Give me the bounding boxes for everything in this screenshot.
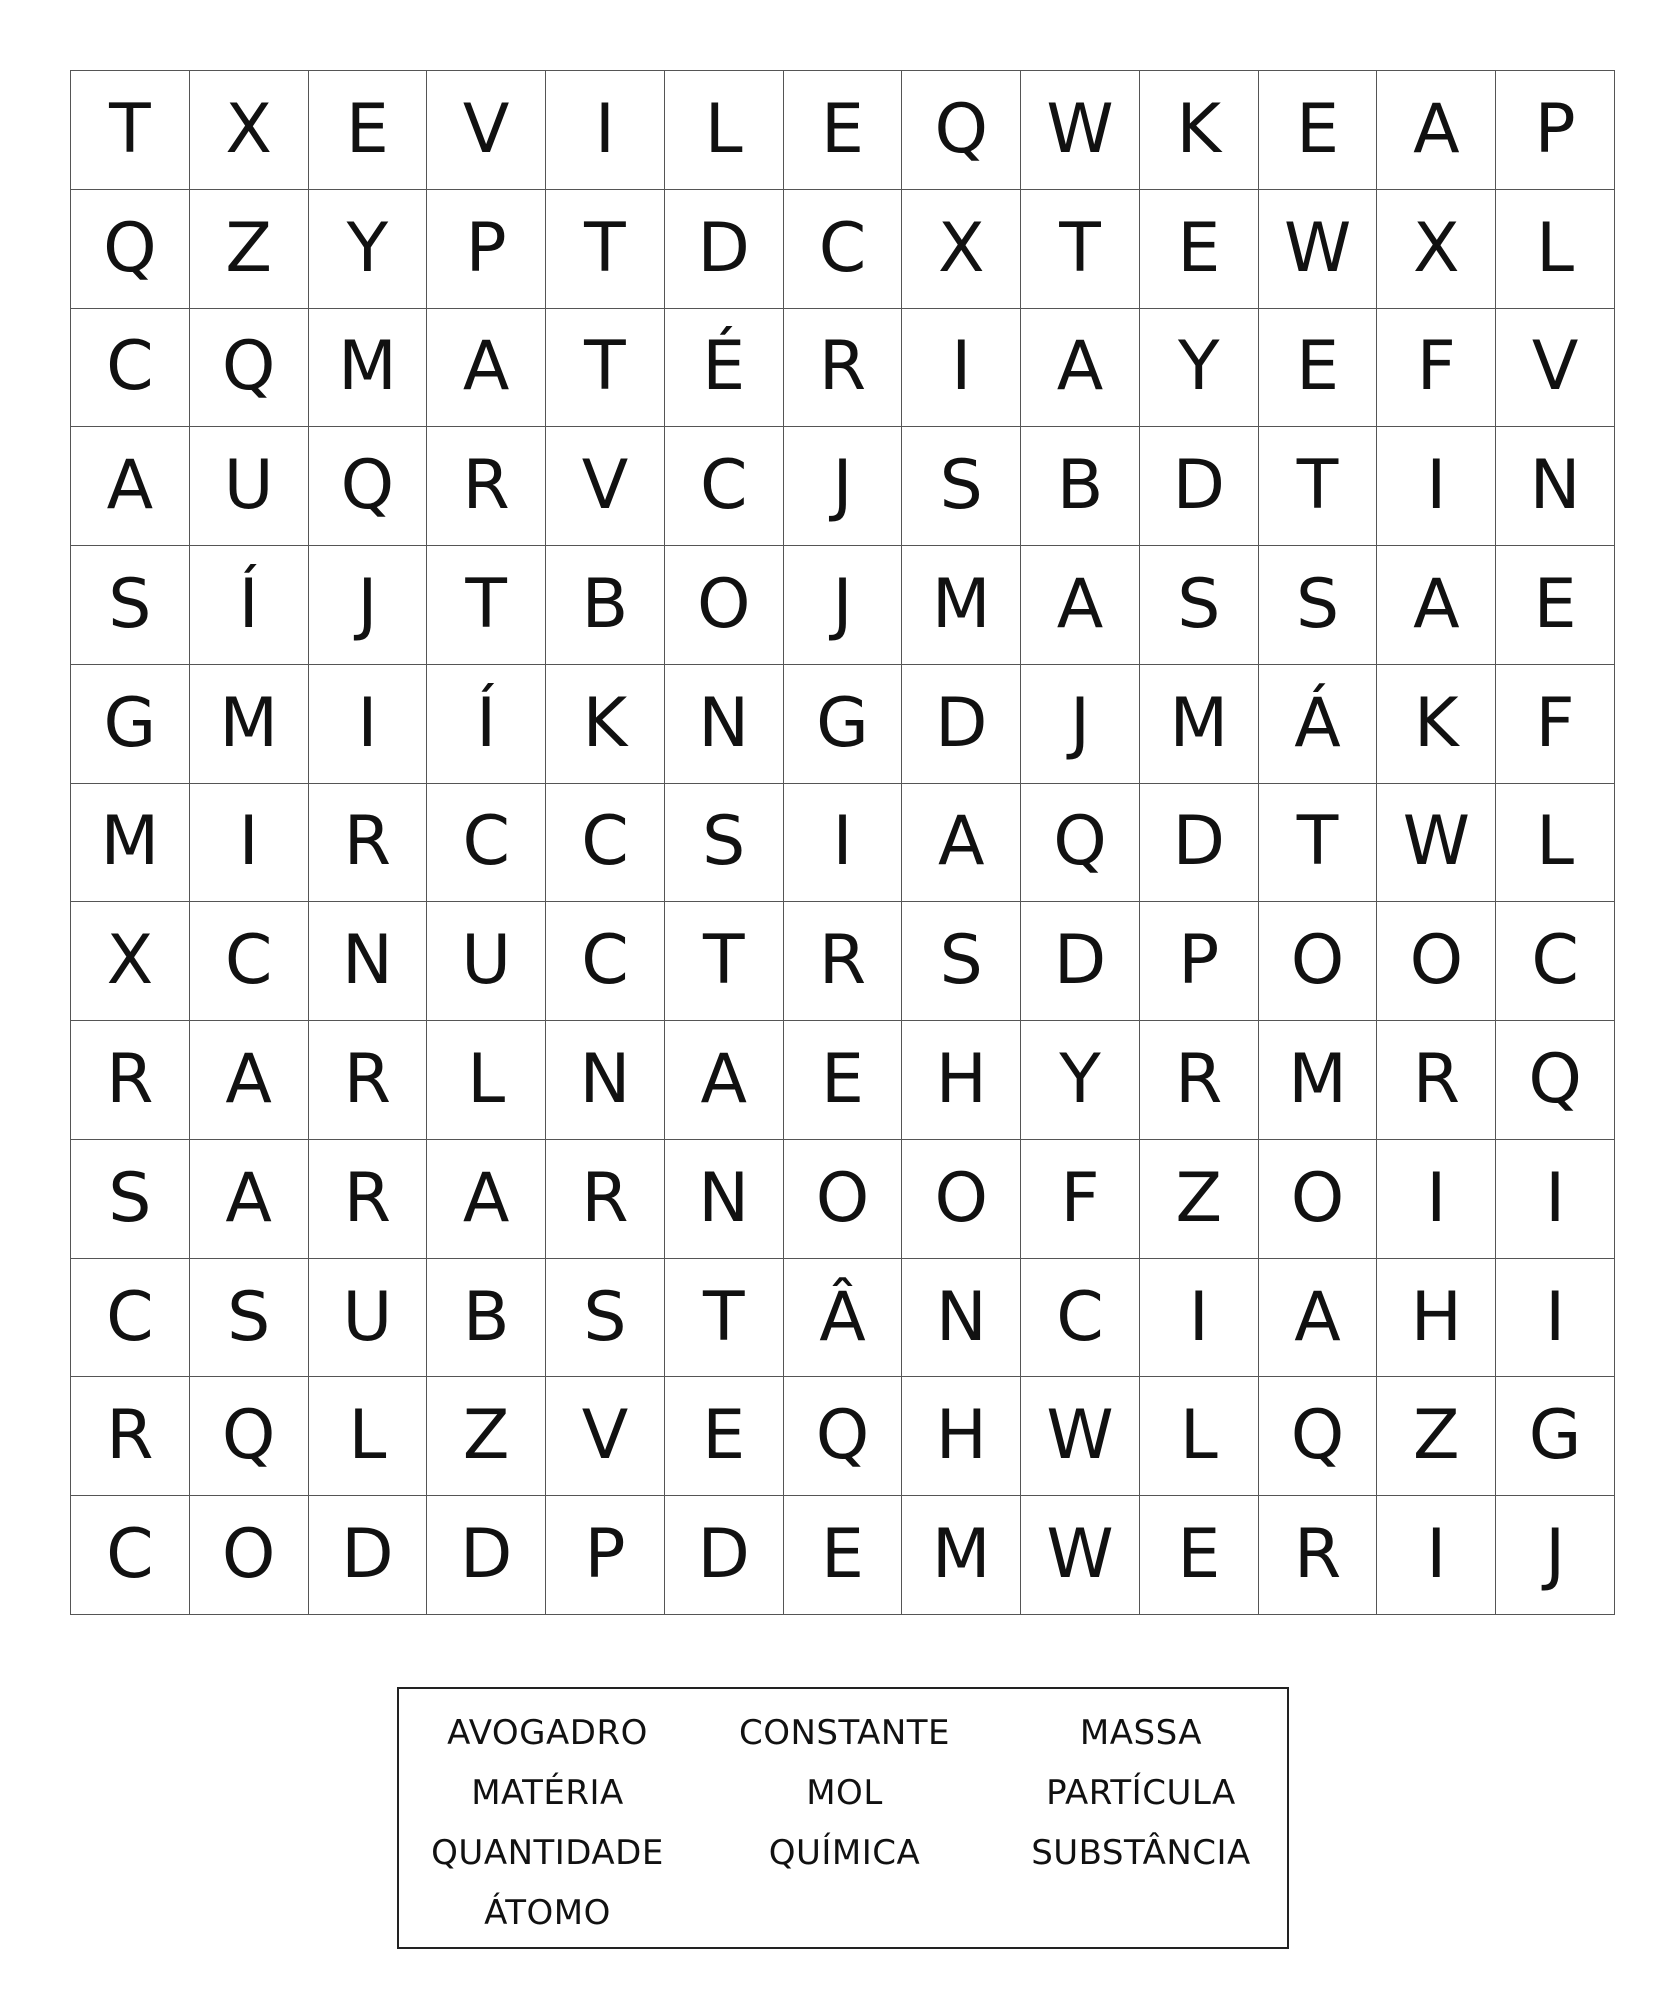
grid-cell[interactable]: M bbox=[902, 546, 1021, 665]
grid-cell[interactable]: E bbox=[784, 1496, 903, 1615]
grid-cell[interactable]: I bbox=[1140, 1259, 1259, 1378]
grid-cell[interactable]: G bbox=[784, 665, 903, 784]
grid-cell[interactable]: V bbox=[546, 427, 665, 546]
grid-cell[interactable]: C bbox=[1496, 902, 1615, 1021]
grid-cell[interactable]: T bbox=[1259, 427, 1378, 546]
grid-cell[interactable]: A bbox=[902, 784, 1021, 903]
grid-cell[interactable]: W bbox=[1021, 1377, 1140, 1496]
grid-cell[interactable]: I bbox=[1496, 1140, 1615, 1259]
grid-cell[interactable]: C bbox=[190, 902, 309, 1021]
grid-cell[interactable]: Q bbox=[190, 309, 309, 428]
grid-cell[interactable]: E bbox=[665, 1377, 784, 1496]
grid-cell[interactable]: S bbox=[1140, 546, 1259, 665]
grid-cell[interactable]: L bbox=[1140, 1377, 1259, 1496]
grid-cell[interactable]: O bbox=[665, 546, 784, 665]
grid-cell[interactable]: M bbox=[1140, 665, 1259, 784]
grid-cell[interactable]: X bbox=[190, 71, 309, 190]
grid-cell[interactable]: S bbox=[1259, 546, 1378, 665]
grid-cell[interactable]: E bbox=[309, 71, 428, 190]
word-list-item: AVOGADRO bbox=[447, 1713, 648, 1753]
grid-cell[interactable]: R bbox=[784, 902, 903, 1021]
grid-cell[interactable]: N bbox=[665, 665, 784, 784]
grid-cell[interactable]: B bbox=[427, 1259, 546, 1378]
word-list-item: MASSA bbox=[1079, 1713, 1203, 1753]
grid-cell[interactable]: G bbox=[1496, 1377, 1615, 1496]
grid-cell[interactable]: W bbox=[1259, 190, 1378, 309]
grid-cell[interactable]: P bbox=[427, 190, 546, 309]
grid-cell[interactable]: I bbox=[1377, 427, 1496, 546]
grid-cell[interactable]: R bbox=[309, 784, 428, 903]
grid-cell[interactable]: T bbox=[546, 309, 665, 428]
grid-cell[interactable]: Q bbox=[190, 1377, 309, 1496]
word-list-item: CONSTANTE bbox=[738, 1713, 951, 1753]
grid-cell[interactable]: M bbox=[902, 1496, 1021, 1615]
word-list-item: MATÉRIA bbox=[471, 1773, 624, 1813]
grid-cell[interactable]: S bbox=[665, 784, 784, 903]
grid-cell[interactable]: D bbox=[427, 1496, 546, 1615]
grid-cell[interactable]: L bbox=[665, 71, 784, 190]
grid-cell[interactable]: J bbox=[784, 427, 903, 546]
grid-cell[interactable]: O bbox=[902, 1140, 1021, 1259]
grid-cell[interactable]: I bbox=[1377, 1140, 1496, 1259]
word-list-item: QUÍMICA bbox=[768, 1833, 921, 1873]
grid-cell[interactable]: A bbox=[427, 309, 546, 428]
grid-cell[interactable]: G bbox=[71, 665, 190, 784]
grid-cell[interactable]: K bbox=[546, 665, 665, 784]
grid-cell[interactable]: D bbox=[1140, 784, 1259, 903]
grid-cell[interactable]: D bbox=[1021, 902, 1140, 1021]
grid-cell[interactable]: E bbox=[1140, 190, 1259, 309]
grid-cell[interactable]: O bbox=[1259, 902, 1378, 1021]
grid-cell[interactable]: Y bbox=[309, 190, 428, 309]
grid-cell[interactable]: V bbox=[546, 1377, 665, 1496]
word-list-item: PARTÍCULA bbox=[1046, 1773, 1236, 1813]
grid-cell[interactable]: J bbox=[309, 546, 428, 665]
grid-cell[interactable]: A bbox=[190, 1140, 309, 1259]
grid-cell[interactable]: Q bbox=[71, 190, 190, 309]
grid-cell[interactable]: I bbox=[546, 71, 665, 190]
grid-cell[interactable]: É bbox=[665, 309, 784, 428]
grid-cell[interactable]: L bbox=[1496, 784, 1615, 903]
grid-cell[interactable]: C bbox=[1021, 1259, 1140, 1378]
grid-cell[interactable]: C bbox=[546, 902, 665, 1021]
grid-cell[interactable]: D bbox=[1140, 427, 1259, 546]
grid-cell[interactable]: F bbox=[1377, 309, 1496, 428]
grid-cell[interactable]: Â bbox=[784, 1259, 903, 1378]
grid-cell[interactable]: E bbox=[1259, 309, 1378, 428]
grid-cell[interactable]: B bbox=[546, 546, 665, 665]
grid-cell[interactable]: V bbox=[427, 71, 546, 190]
grid-cell[interactable]: T bbox=[546, 190, 665, 309]
grid-cell[interactable]: O bbox=[190, 1496, 309, 1615]
grid-cell[interactable]: C bbox=[71, 1496, 190, 1615]
grid-cell[interactable]: W bbox=[1021, 1496, 1140, 1615]
grid-cell[interactable]: J bbox=[1021, 665, 1140, 784]
grid-cell[interactable]: F bbox=[1021, 1140, 1140, 1259]
grid-cell[interactable]: Z bbox=[1140, 1140, 1259, 1259]
grid-cell[interactable]: C bbox=[784, 190, 903, 309]
grid-cell[interactable]: I bbox=[902, 309, 1021, 428]
grid-cell[interactable]: Q bbox=[902, 71, 1021, 190]
grid-cell[interactable]: N bbox=[902, 1259, 1021, 1378]
grid-cell[interactable]: W bbox=[1377, 784, 1496, 903]
grid-cell[interactable]: L bbox=[1496, 190, 1615, 309]
grid-cell[interactable]: U bbox=[190, 427, 309, 546]
grid-cell[interactable]: T bbox=[1021, 190, 1140, 309]
grid-cell[interactable]: W bbox=[1021, 71, 1140, 190]
grid-cell[interactable]: R bbox=[1259, 1496, 1378, 1615]
grid-cell[interactable]: Y bbox=[1021, 1021, 1140, 1140]
grid-cell[interactable]: U bbox=[309, 1259, 428, 1378]
grid-cell[interactable]: E bbox=[784, 1021, 903, 1140]
grid-cell[interactable]: E bbox=[1496, 546, 1615, 665]
word-list bbox=[397, 1687, 1289, 1949]
grid-cell[interactable]: D bbox=[665, 1496, 784, 1615]
grid-cell[interactable]: V bbox=[1496, 309, 1615, 428]
grid-cell[interactable]: R bbox=[1140, 1021, 1259, 1140]
grid-cell[interactable]: S bbox=[902, 902, 1021, 1021]
grid-cell[interactable]: N bbox=[1496, 427, 1615, 546]
grid-cell[interactable]: C bbox=[546, 784, 665, 903]
grid-cell[interactable]: K bbox=[1377, 665, 1496, 784]
grid-cell[interactable]: A bbox=[1021, 546, 1140, 665]
grid-cell[interactable]: A bbox=[1377, 546, 1496, 665]
grid-cell[interactable]: N bbox=[546, 1021, 665, 1140]
grid-cell[interactable]: Q bbox=[1021, 784, 1140, 903]
grid-cell[interactable]: I bbox=[309, 665, 428, 784]
grid-cell[interactable]: O bbox=[1377, 902, 1496, 1021]
grid-cell[interactable]: P bbox=[1140, 902, 1259, 1021]
word-list-item: SUBSTÂNCIA bbox=[1031, 1833, 1251, 1873]
grid-cell[interactable]: O bbox=[1259, 1140, 1378, 1259]
grid-cell[interactable]: A bbox=[665, 1021, 784, 1140]
grid-cell[interactable]: H bbox=[902, 1377, 1021, 1496]
grid-cell[interactable]: E bbox=[784, 71, 903, 190]
grid-cell[interactable]: Z bbox=[1377, 1377, 1496, 1496]
grid-cell[interactable]: I bbox=[1377, 1496, 1496, 1615]
grid-cell[interactable]: X bbox=[1377, 190, 1496, 309]
grid-cell[interactable]: Q bbox=[784, 1377, 903, 1496]
grid-cell[interactable]: R bbox=[71, 1021, 190, 1140]
grid-cell[interactable]: C bbox=[427, 784, 546, 903]
grid-cell[interactable]: F bbox=[1496, 665, 1615, 784]
grid-cell[interactable]: M bbox=[309, 309, 428, 428]
grid-cell[interactable]: Á bbox=[1259, 665, 1378, 784]
grid-cell[interactable]: J bbox=[1496, 1496, 1615, 1615]
grid-cell[interactable]: S bbox=[546, 1259, 665, 1378]
grid-cell[interactable]: T bbox=[71, 71, 190, 190]
grid-cell[interactable]: M bbox=[190, 665, 309, 784]
grid-cell[interactable]: R bbox=[784, 309, 903, 428]
grid-cell[interactable]: R bbox=[427, 427, 546, 546]
grid-cell[interactable]: Í bbox=[427, 665, 546, 784]
grid-cell[interactable]: D bbox=[665, 190, 784, 309]
grid-cell[interactable]: R bbox=[309, 1140, 428, 1259]
letter-grid bbox=[70, 70, 1615, 1615]
grid-cell[interactable]: Q bbox=[1496, 1021, 1615, 1140]
grid-cell[interactable]: P bbox=[1496, 71, 1615, 190]
grid-cell[interactable]: U bbox=[427, 902, 546, 1021]
grid-cell[interactable]: Q bbox=[1259, 1377, 1378, 1496]
grid-cell[interactable]: A bbox=[427, 1140, 546, 1259]
word-list-item: QUANTIDADE bbox=[431, 1833, 664, 1873]
grid-cell[interactable]: T bbox=[665, 902, 784, 1021]
grid-cell[interactable]: S bbox=[190, 1259, 309, 1378]
grid-cell[interactable]: I bbox=[1496, 1259, 1615, 1378]
grid-cell[interactable]: T bbox=[1259, 784, 1378, 903]
grid-cell[interactable]: M bbox=[71, 784, 190, 903]
grid-cell[interactable]: N bbox=[665, 1140, 784, 1259]
word-list-item: ÁTOMO bbox=[484, 1893, 611, 1933]
grid-cell[interactable]: P bbox=[546, 1496, 665, 1615]
grid-cell[interactable]: X bbox=[71, 902, 190, 1021]
grid-cell[interactable]: H bbox=[902, 1021, 1021, 1140]
grid-cell[interactable]: E bbox=[1140, 1496, 1259, 1615]
grid-cell[interactable]: Í bbox=[190, 546, 309, 665]
grid-cell[interactable]: D bbox=[309, 1496, 428, 1615]
grid-cell[interactable]: X bbox=[902, 190, 1021, 309]
grid-cell[interactable]: T bbox=[665, 1259, 784, 1378]
grid-cell[interactable]: Q bbox=[309, 427, 428, 546]
grid-cell[interactable]: R bbox=[71, 1377, 190, 1496]
grid-cell[interactable]: A bbox=[1021, 309, 1140, 428]
grid-cell[interactable]: R bbox=[546, 1140, 665, 1259]
grid-cell[interactable]: L bbox=[309, 1377, 428, 1496]
word-list-item: MOL bbox=[806, 1773, 883, 1813]
grid-cell[interactable]: Y bbox=[1140, 309, 1259, 428]
grid-cell[interactable]: N bbox=[309, 902, 428, 1021]
grid-cell[interactable]: S bbox=[902, 427, 1021, 546]
grid-cell[interactable]: S bbox=[71, 546, 190, 665]
grid-cell[interactable]: C bbox=[665, 427, 784, 546]
grid-cell[interactable]: A bbox=[71, 427, 190, 546]
grid-cell[interactable]: E bbox=[1259, 71, 1378, 190]
grid-cell[interactable]: Z bbox=[190, 190, 309, 309]
grid-cell[interactable]: I bbox=[784, 784, 903, 903]
grid-cell[interactable]: I bbox=[190, 784, 309, 903]
grid-cell[interactable]: H bbox=[1377, 1259, 1496, 1378]
grid-cell[interactable]: D bbox=[902, 665, 1021, 784]
grid-cell[interactable]: K bbox=[1140, 71, 1259, 190]
grid-cell[interactable]: A bbox=[190, 1021, 309, 1140]
grid-cell[interactable]: A bbox=[1377, 71, 1496, 190]
grid-cell[interactable]: Z bbox=[427, 1377, 546, 1496]
grid-cell[interactable]: J bbox=[784, 546, 903, 665]
grid-cell[interactable]: M bbox=[1259, 1021, 1378, 1140]
grid-cell[interactable]: S bbox=[71, 1140, 190, 1259]
grid-cell[interactable]: C bbox=[71, 309, 190, 428]
grid-cell[interactable]: O bbox=[784, 1140, 903, 1259]
grid-cell[interactable]: C bbox=[71, 1259, 190, 1378]
grid-cell[interactable]: R bbox=[309, 1021, 428, 1140]
grid-cell[interactable]: R bbox=[1377, 1021, 1496, 1140]
grid-cell[interactable]: A bbox=[1259, 1259, 1378, 1378]
grid-cell[interactable]: B bbox=[1021, 427, 1140, 546]
grid-cell[interactable]: L bbox=[427, 1021, 546, 1140]
grid-cell[interactable]: T bbox=[427, 546, 546, 665]
